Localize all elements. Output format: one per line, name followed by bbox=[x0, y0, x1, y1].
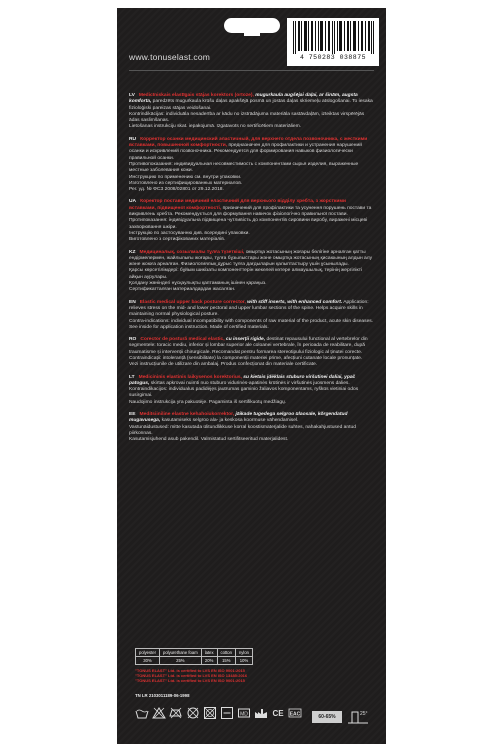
composition-value: 30% bbox=[136, 657, 160, 665]
section-highlight: su kietais įdėklais stuburo viršutinei daliai, ypač patogus, bbox=[129, 374, 356, 386]
svg-text:EAC: EAC bbox=[289, 711, 301, 718]
section-extra: Naudojimo instrukcija yra pakuotėje. Pagaminta iš sertifikuotų medžiagų. bbox=[129, 399, 287, 405]
svg-text:CE: CE bbox=[272, 709, 284, 718]
svg-text:MD: MD bbox=[240, 711, 248, 718]
flat-dry-icon bbox=[220, 706, 234, 720]
product-card-back bbox=[117, 8, 386, 744]
section-body: destinat repausului functional al vertebrelor din segmentele: toracic mediu, inferior și lombar superior ale coloanei vertebrale, în perioada de reabilitare, după traumatisme și intervenții chirurgicale. Recomandat pentru formarea stereotipului fiziologic al ținutei corecte. bbox=[129, 337, 368, 355]
section-ee bbox=[129, 412, 374, 443]
section-title: Корректор осанки медицинский эластичный, для верхнего отдела позвоночника, с жесткими вставками, повышенной комфортности, bbox=[129, 136, 368, 149]
hang-hole bbox=[224, 18, 280, 33]
section-extra: Рег. уд. № ФСЗ 2008/02801 от 29.12.2018. bbox=[129, 187, 224, 193]
no-bleach-icon bbox=[152, 706, 166, 720]
storage-conditions bbox=[312, 708, 371, 726]
section-title: Медициналық, созылмалы тұлға түзеткіші, bbox=[139, 249, 245, 255]
section-highlight: jäikade tugedega selgroo ülaosale, kõrgendatud mugavusega, bbox=[129, 412, 348, 424]
section-body: омыртқа жотасының жоғары бөлігіне арналған қатты ендірмелермен, жайлылығы жоғары, тұлға бұзылыстары және омыртқа жотасының қисаюының алдын алу және жоюға арналған. Физиологиялық дұрыс тұлға дағдыларын қалыптастыру үшін ұсынылады. bbox=[129, 249, 373, 268]
tn-lr-code: TN LR 2103011189-06-1998 bbox=[135, 693, 190, 698]
section-ru bbox=[129, 137, 374, 194]
section-ua bbox=[129, 199, 374, 243]
section-highlight: cu inserții rigide, bbox=[225, 337, 266, 343]
barcode-bars bbox=[292, 21, 374, 54]
humidity-label: 60-65% bbox=[312, 711, 342, 723]
section-extra: Contraindicații: intoleranță (sensibilitate) la componenții materiei prime, afecțiuni cutanate locale pronunțate. bbox=[129, 355, 363, 361]
section-extra: Vastunäidustused: mitte kasutada ülitundlikkuse korral koostismaterjalide suhtes, nahakahjustused antud piirkonnas. bbox=[129, 424, 356, 436]
hang-slot bbox=[244, 33, 260, 36]
composition-value-row bbox=[136, 657, 253, 665]
barcode bbox=[287, 18, 379, 66]
instruction-sections bbox=[129, 93, 374, 450]
section-code: EE bbox=[129, 412, 136, 418]
section-extra: Қарсы көрсетілімдері: бұйым шикізаты компоненттерін жекелей көтере алмаушылық, терінің жергілікті айқын аурулары. bbox=[129, 268, 363, 280]
hand-wash-icon bbox=[135, 706, 149, 720]
no-iron-icon bbox=[169, 706, 183, 720]
divider bbox=[129, 70, 374, 71]
no-dry-clean-icon bbox=[186, 706, 200, 720]
section-extra: See inside for application instruction. Made of certified materials. bbox=[129, 324, 269, 330]
section-extra: Противопоказания: индивидуальная несовместимость с компонентами сырья изделия, выраженные местные заболевания кожи. bbox=[129, 161, 359, 174]
temperature-label: 25° bbox=[360, 711, 368, 717]
section-ro bbox=[129, 337, 374, 368]
section-highlight: mugurkaula augšējai daļai, ar šinām, augsta komforta, bbox=[129, 93, 358, 105]
section-extra: Виготовлено з сертифікованих матеріалів. bbox=[129, 237, 226, 243]
no-tumble-dry-icon bbox=[203, 706, 217, 720]
section-en bbox=[129, 300, 374, 331]
composition-header: polyurethane foam bbox=[160, 649, 202, 657]
section-extra: Қолдану жөніндегі нұсқаулықты қаптаманың ішінен қараңыз. bbox=[129, 281, 267, 287]
temperature-icon bbox=[345, 708, 371, 726]
section-extra: Vezi instrucțiunile de utilizare din ambalaj. Produs confecționat din materiale certificate. bbox=[129, 362, 318, 368]
certificates bbox=[135, 668, 247, 684]
barcode-number: 4 750283 038875 bbox=[299, 54, 366, 61]
section-code: KZ bbox=[129, 249, 136, 255]
care-icons bbox=[135, 706, 305, 720]
eac-mark-icon bbox=[288, 706, 302, 720]
composition-value: 10% bbox=[235, 657, 252, 665]
certificate-line: "TONUS ELAST" Ltd. is certified to LVS EN ISO 9001:2015 bbox=[135, 678, 245, 684]
section-extra: Kontraindikacijos: individualus padidėjęs jautrumas gaminio žaliavos komponentams, ryškūs vietiniai odos susirgimai. bbox=[129, 387, 359, 399]
section-code: RU bbox=[129, 136, 137, 142]
section-code: EN bbox=[129, 299, 136, 305]
section-kz bbox=[129, 250, 374, 294]
section-body: paredzēts mugurkaula krūšu daļas apakšējā posmā un jostas daļas skriemeļu atslogošanai. To iesaka fizioloģiski pareizas stājas veidošanai. bbox=[129, 99, 373, 111]
manufacturer-icon bbox=[254, 706, 268, 720]
section-highlight: with stiff inserts, with enhanced comfort. bbox=[247, 299, 343, 305]
section-extra: Инструкцию по применению см. внутри упаковки. bbox=[129, 174, 242, 180]
composition-value: 25% bbox=[160, 657, 202, 665]
section-extra: Contra-indications: individual incompatibility with components of raw material of the product, acute skin diseases. bbox=[129, 318, 374, 324]
composition-value: 20% bbox=[201, 657, 217, 665]
section-title: Meditsiiniline elastne kehahoiukorrektor, bbox=[139, 412, 235, 418]
section-extra: Інструкцію по застосуванню див. всередині упаковки. bbox=[129, 230, 250, 236]
section-extra: Протипоказання: індивідуальна підвищена чутливість до компонентів сировини виробу, виражені місцеві захворювання шкіри. bbox=[129, 218, 368, 230]
medical-device-icon bbox=[237, 706, 251, 720]
section-title: Medicininis elastinis laikysenos korektorius, bbox=[138, 374, 242, 380]
composition-header: polyester bbox=[136, 649, 160, 657]
section-code: UA bbox=[129, 199, 137, 205]
section-extra: Kontrindikācijas: individuāla nesaderība ar kādu no izstrādājuma materiāla sastāvdaļām, izteiktas virspērējās ādas saslimšanas. bbox=[129, 111, 365, 124]
section-body: предназначен для профилактики и устранения нарушений осанки и искривлений позвоночника. Рекомендуется для формирования навыков физиологически правильной осанки. bbox=[129, 143, 362, 161]
section-body: kasutamiseks selgroo ala- ja keskosa koormuse vähendamisel. bbox=[161, 418, 299, 424]
section-body: призначений для профілактики та усунення порушень постави та викривлень хребта. Рекомендується для формування навичок фізіологічно правильної постави. bbox=[129, 205, 372, 218]
section-extra: Изготовлено из сертифицированных материалов. bbox=[129, 180, 243, 186]
composition-header: nylon bbox=[235, 649, 252, 657]
section-code: RO bbox=[129, 337, 137, 343]
composition-table bbox=[135, 648, 253, 665]
composition-header: latex bbox=[201, 649, 217, 657]
section-extra: Сертификатталған материалдардан жасалған. bbox=[129, 287, 236, 293]
section-body: Application: relieves stress on the mid- and lower pectoral and upper lumbar sections of the spine. Helps acquire skills in maintaining normal physiological posture. bbox=[129, 299, 369, 318]
website-url: www.tonuselast.com bbox=[129, 52, 211, 62]
section-lt bbox=[129, 375, 374, 406]
ce-mark-icon bbox=[271, 706, 285, 720]
section-code: LT bbox=[129, 374, 135, 380]
section-body: skirtas apkrovai nuimti nuo stuburo vidurinės-apatinės krūtinės ir viršutinės juosmens dalies. bbox=[150, 380, 350, 386]
section-extra: Lietošanas instrukciju skat. iepakojumā. Izgatavots no sertificētiem materiāliem. bbox=[129, 124, 302, 130]
composition-header-row bbox=[136, 649, 253, 657]
section-title: Medicīniskais elastīgais stājas korektors (ortoze), bbox=[138, 93, 254, 98]
section-lv bbox=[129, 93, 374, 131]
composition-header: cotton bbox=[217, 649, 235, 657]
section-extra: Kasutamisjuhend asub pakendil. Valmistatud sertifitseeritud materjalidest. bbox=[129, 437, 289, 443]
composition-value: 15% bbox=[217, 657, 235, 665]
section-code: LV bbox=[129, 93, 135, 98]
section-title: Коректор постави медичний еластичний для верхнього відділу хребта, з жорсткими вставками, підвищеної комфортності, bbox=[129, 199, 346, 211]
section-title: Corector de postură medical elastic, bbox=[140, 337, 225, 343]
certificate-line: "TONUS ELAST" Ltd. is certified to LVS EN ISO 13485:2016 bbox=[135, 673, 248, 679]
certificate-line: "TONUS ELAST" Ltd. is certified to LVS EN ISO 9001:2015 bbox=[135, 668, 245, 673]
section-title: Elastic medical upper back posture corrector, bbox=[139, 299, 246, 305]
